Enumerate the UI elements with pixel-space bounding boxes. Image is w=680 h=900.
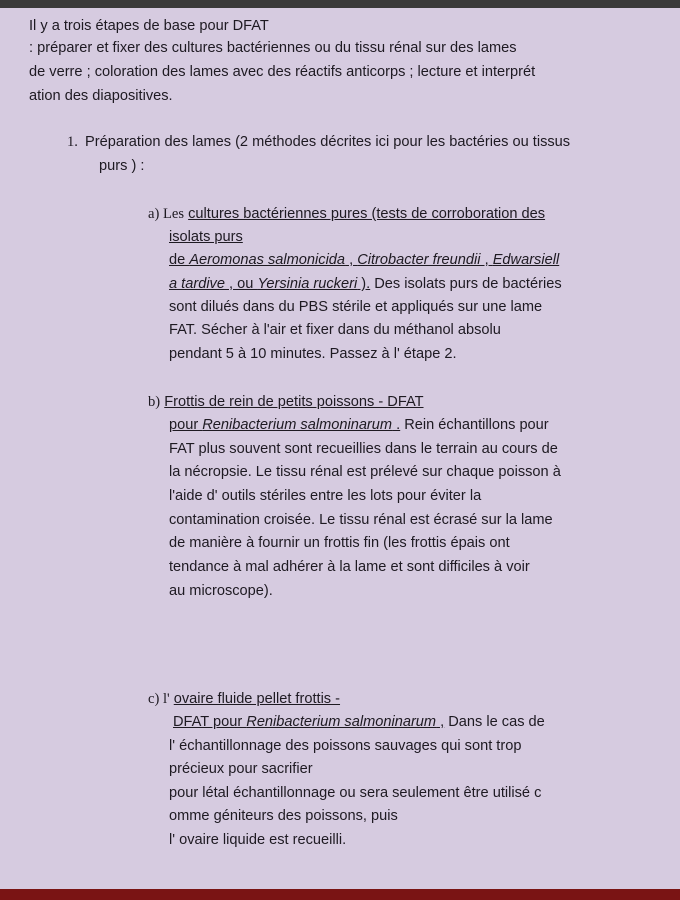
- intro-line-4: ation des diapositives.: [29, 88, 173, 104]
- species-edwarsiella-part2: a tardive: [169, 276, 225, 292]
- species-aeromonas: Aeromonas salmonicida: [189, 252, 346, 268]
- item-a-line-7: pendant 5 à 10 minutes. Passez à l' étape 2.: [169, 346, 457, 362]
- item-b-body-line: tendance à mal adhérer à la lame et sont difficiles à voir: [169, 559, 530, 575]
- item-a-line4-close: ).: [357, 276, 371, 292]
- item-a-line3-pre: de: [169, 252, 190, 268]
- item-c-title-1: ovaire fluide pellet frottis -: [173, 691, 341, 707]
- intro-line-3: de verre ; coloration des lames avec des réactifs anticorps ; lecture et interprét: [29, 64, 536, 80]
- item-c-title-2-end: ,: [436, 714, 445, 730]
- item-b-body-line: contamination croisée. Le tissu rénal est écrasé sur la lame: [169, 512, 553, 528]
- item-b-body-line: au microscope).: [169, 583, 273, 599]
- item-a-line3-sep2: ,: [480, 252, 493, 268]
- item-b-body-line: de manière à fournir un frottis fin (les frottis épais ont: [169, 535, 510, 551]
- item-a-title-2: isolats purs: [169, 229, 243, 245]
- item-c-title-2-pre: DFAT pour: [173, 714, 247, 730]
- intro-line-2: : préparer et fixer des cultures bactériennes ou du tissu rénal sur des lames: [29, 40, 517, 56]
- item-b-title-2-pre: pour: [169, 417, 203, 433]
- item-b-title-1: Frottis de rein de petits poissons - DFAT: [164, 394, 424, 410]
- step-1-heading-line-2: purs ) :: [99, 158, 145, 174]
- species-renibacterium-c: Renibacterium salmoninarum: [246, 714, 437, 730]
- species-edwarsiella-part1: Edwarsiell: [492, 252, 560, 268]
- item-a-line-1: [148, 204, 545, 224]
- intro-line-1: Il y a trois étapes de base pour DFAT: [29, 18, 269, 34]
- item-c-body-line: précieux pour sacrifier: [169, 761, 313, 777]
- item-b-body-line: l'aide d' outils stériles entre les lots pour éviter la: [169, 488, 482, 504]
- item-c-marker: c) l': [148, 691, 170, 707]
- item-b-marker: b): [148, 394, 161, 410]
- item-a-line4-sep: , ou: [224, 276, 258, 292]
- item-c-body-line: omme géniteurs des poissons, puis: [169, 808, 398, 824]
- item-c-line-2: [173, 712, 545, 732]
- item-b-body-line: la nécropsie. Le tissu rénal est prélevé sur chaque poisson à: [169, 464, 561, 480]
- item-a-title-1: cultures bactériennes pures (tests de corroboration des: [188, 206, 546, 222]
- item-a-line-5: sont dilués dans du PBS stérile et appliqués sur une lame: [169, 299, 543, 315]
- item-c-body-line: l' échantillonnage des poissons sauvages qui sont trop: [169, 738, 522, 754]
- item-b-line-2: [169, 415, 549, 435]
- item-c-line-1: [148, 689, 340, 709]
- bottom-edge-bar: [0, 889, 680, 900]
- item-b-title-2-end: .: [392, 417, 401, 433]
- top-edge-bar: [0, 0, 680, 8]
- item-c-line2-rest: Dans le cas de: [444, 714, 545, 730]
- step-1-number: 1.: [67, 134, 78, 150]
- species-renibacterium-b: Renibacterium salmoninarum: [202, 417, 393, 433]
- item-c-body-line: pour létal échantillonnage ou sera seulement être utilisé c: [169, 785, 542, 801]
- species-citrobacter: Citrobacter freundii: [357, 252, 481, 268]
- item-b-line-1: [148, 392, 424, 412]
- step-1-heading-line-1: Préparation des lames (2 méthodes décrites ici pour les bactéries ou tissus: [85, 134, 571, 150]
- item-b-body-line: FAT plus souvent sont recueillies dans le terrain au cours de: [169, 441, 558, 457]
- item-a-line3-sep1: ,: [345, 252, 358, 268]
- item-a-line-6: FAT. Sécher à l'air et fixer dans du méthanol absolu: [169, 322, 501, 338]
- document-page: [0, 8, 680, 889]
- item-a-line4-rest: Des isolats purs de bactéries: [370, 276, 562, 292]
- item-a-line-4: [169, 274, 562, 294]
- species-yersinia: Yersinia ruckeri: [257, 276, 358, 292]
- item-a-line-3: [169, 250, 559, 270]
- item-b-line2-rest: Rein échantillons pour: [400, 417, 549, 433]
- item-a-marker: a) Les: [148, 206, 185, 222]
- item-c-body-line: l' ovaire liquide est recueilli.: [169, 832, 347, 848]
